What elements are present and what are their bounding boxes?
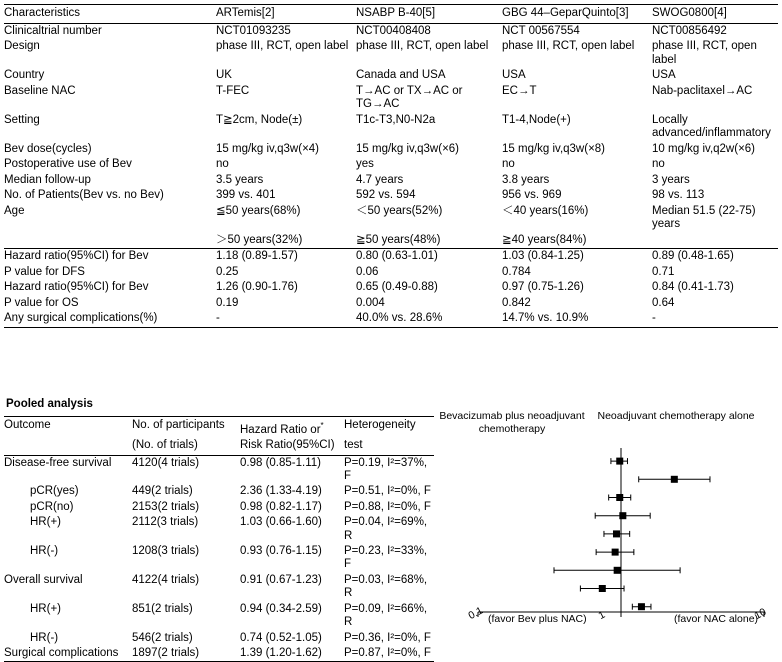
cell: 3 years xyxy=(652,173,690,186)
cell: phase III, RCT, open label xyxy=(216,40,349,52)
table-row xyxy=(4,68,778,84)
cell: P=0.51, I²=0%, F xyxy=(344,485,431,498)
pooled-analysis-table-wrap xyxy=(4,416,434,662)
cell: 0.94 (0.34-2.59) xyxy=(240,602,322,615)
row-label: Hazard ratio(95%CI) for Bev xyxy=(4,281,149,293)
cell: ≦50 years(68%) xyxy=(216,204,301,217)
cell: 4.7 years xyxy=(356,173,404,186)
cell: 0.784 xyxy=(502,265,531,278)
cell: P=0.23, I²=33%, F xyxy=(344,545,428,571)
table-row xyxy=(4,515,434,544)
cell: ＜50 years(52%) xyxy=(356,204,443,217)
table-header-row xyxy=(4,5,778,24)
cell: P=0.87, I²=0%, F xyxy=(344,646,434,662)
cell: ＞50 years(32%) xyxy=(216,233,303,246)
cell: - xyxy=(652,311,778,327)
table-row xyxy=(4,84,778,113)
cell: no xyxy=(216,158,229,170)
column-header: NSABP B-40[5] xyxy=(356,5,502,24)
table-row xyxy=(4,113,778,142)
cell: 40.0% vs. 28.6% xyxy=(356,311,502,327)
cell: EC→T xyxy=(502,84,537,97)
table-row xyxy=(4,142,778,158)
cell: Nab-paclitaxel→AC xyxy=(652,84,753,97)
row-label: No. of Patients(Bev vs. no Bev) xyxy=(4,189,164,201)
table-row xyxy=(4,500,434,515)
column-header-sub: Risk Ratio(95%CI) xyxy=(240,438,344,455)
column-header-sub: test xyxy=(344,438,434,455)
forest-header-left: Bevacizumab plus neoadjuvant chemotherapy xyxy=(439,410,585,435)
forest-plot xyxy=(436,410,780,630)
cell: 0.74 (0.52-1.05) xyxy=(240,631,322,644)
table-row xyxy=(4,311,778,327)
cell: 449(2 trials) xyxy=(132,485,193,498)
cell xyxy=(652,233,778,249)
cell: 1.26 (0.90-1.76) xyxy=(216,281,298,293)
cell: 1.03 (0.66-1.60) xyxy=(240,516,322,529)
table-row xyxy=(4,249,778,265)
forest-plot-svg xyxy=(436,448,780,628)
column-header: Hazard Ratio or* xyxy=(240,417,344,439)
table-row xyxy=(4,646,434,662)
row-label: Design xyxy=(4,40,40,52)
characteristics-table xyxy=(4,4,778,328)
table-row xyxy=(4,188,778,204)
axis-tick-label: 1 xyxy=(596,608,608,622)
table-row xyxy=(4,455,434,484)
cell: 14.7% vs. 10.9% xyxy=(502,311,652,327)
table-row xyxy=(4,39,778,68)
row-label: P value for DFS xyxy=(4,265,85,278)
cell: 15 mg/kg iv,q3w(×4) xyxy=(216,142,320,155)
row-label: HR(+) xyxy=(30,602,61,615)
row-label: Hazard ratio(95%CI) for Bev xyxy=(4,249,216,265)
cell: 2.36 (1.33-4.19) xyxy=(240,485,322,498)
row-label: pCR(yes) xyxy=(30,485,79,498)
cell: ＜40 years(16%) xyxy=(502,204,589,217)
cell: 3.8 years xyxy=(502,173,550,186)
cell: 0.842 xyxy=(502,296,531,309)
cell: 0.004 xyxy=(356,296,385,309)
cell: UK xyxy=(216,69,232,81)
cell: P=0.04, I²=69%, R xyxy=(344,516,428,542)
cell: 15 mg/kg iv,q3w(×6) xyxy=(356,142,460,155)
cell: 3.5 years xyxy=(216,173,264,186)
cell: - xyxy=(216,311,356,327)
pooled-analysis-title: Pooled analysis xyxy=(6,398,93,410)
table-header-row-2 xyxy=(4,438,434,455)
row-label: Surgical complications xyxy=(4,646,132,662)
cell: 0.97 (0.75-1.26) xyxy=(502,281,584,293)
cell: 0.84 (0.41-1.73) xyxy=(652,281,734,293)
cell: Locally advanced/inflammatory xyxy=(652,113,771,139)
row-label: Median follow-up xyxy=(4,173,91,186)
axis-tick-label: 10 xyxy=(752,605,769,622)
cell: phase III, RCT, open label xyxy=(652,40,757,66)
cell: NCT01093235 xyxy=(216,24,291,37)
row-label: Bev dose(cycles) xyxy=(4,142,92,155)
cell: P=0.09, I²=66%, R xyxy=(344,602,428,629)
column-header: SWOG0800[4] xyxy=(652,5,778,24)
row-label xyxy=(4,233,216,249)
row-label: Age xyxy=(4,204,25,217)
cell: 399 vs. 401 xyxy=(216,189,276,201)
row-label: Setting xyxy=(4,113,40,126)
column-header: No. of participants xyxy=(132,417,240,439)
cell: Canada and USA xyxy=(356,69,446,81)
cell: 0.93 (0.76-1.15) xyxy=(240,545,322,558)
row-label: Disease-free survival xyxy=(4,456,112,469)
table-row xyxy=(4,602,434,631)
cell: 4122(4 trials) xyxy=(132,573,200,586)
cell: P=0.88, I²=0%, F xyxy=(344,500,431,513)
cell: 0.06 xyxy=(356,265,379,278)
cell: P=0.36, I²=0%, F xyxy=(344,631,431,644)
cell: 1208(3 trials) xyxy=(132,545,200,558)
cell: 4120(4 trials) xyxy=(132,456,200,469)
cell: T→AC or TX→AC or TG→AC xyxy=(356,84,463,110)
pooled-analysis-table xyxy=(4,416,434,662)
cell: 0.98 (0.85-1.11) xyxy=(240,456,321,469)
table-row xyxy=(4,265,778,281)
cell: ≧50 years(48%) xyxy=(356,233,441,246)
cell: 2153(2 trials) xyxy=(132,500,200,513)
column-header: Heterogeneity xyxy=(344,417,434,439)
cell: 0.19 xyxy=(216,296,239,309)
cell: 0.71 xyxy=(652,265,675,278)
cell: 0.80 (0.63-1.01) xyxy=(356,249,502,265)
column-header: ARTemis[2] xyxy=(216,5,356,24)
cell: 15 mg/kg iv,q3w(×8) xyxy=(502,142,606,155)
row-label: Overall survival xyxy=(4,573,83,586)
row-label: Postoperative use of Bev xyxy=(4,158,132,170)
row-label: Any surgical complications(%) xyxy=(4,311,216,327)
table-row xyxy=(4,573,434,602)
table-row xyxy=(4,173,778,189)
cell: NCT00408408 xyxy=(356,24,431,37)
cell: 851(2 trials) xyxy=(132,602,193,615)
cell: 1.39 (1.20-1.62) xyxy=(240,646,344,662)
cell: NCT00856492 xyxy=(652,24,727,37)
forest-header-right: Neoadjuvant chemotherapy alone xyxy=(597,410,755,422)
row-label: HR(+) xyxy=(30,516,61,529)
cell: NCT 00567554 xyxy=(502,24,580,37)
column-header: Characteristics xyxy=(4,5,216,24)
cell: T≧2cm, Node(±) xyxy=(216,113,303,126)
column-header: Outcome xyxy=(4,417,132,439)
table-row xyxy=(4,204,778,233)
cell: 0.98 (0.82-1.17) xyxy=(240,500,322,513)
row-label: HR(-) xyxy=(30,545,59,558)
table-row xyxy=(4,484,434,499)
table-row xyxy=(4,296,778,312)
cell: T1-4,Node(+) xyxy=(502,113,571,126)
row-label: Country xyxy=(4,69,45,81)
table-row xyxy=(4,233,778,249)
row-label: P value for OS xyxy=(4,296,79,309)
cell: ≧40 years(84%) xyxy=(502,233,587,246)
cell: USA xyxy=(652,69,676,81)
cell: 0.89 (0.48-1.65) xyxy=(652,249,778,265)
table-row xyxy=(4,157,778,173)
cell: 2112(3 trials) xyxy=(132,516,199,529)
column-header: GBG 44–GeparQuinto[3] xyxy=(502,5,652,24)
cell: no xyxy=(652,158,665,170)
row-label: Baseline NAC xyxy=(4,84,76,97)
row-label: Clinicaltrial number xyxy=(4,24,102,37)
cell: no xyxy=(502,158,515,170)
cell: 546(2 trials) xyxy=(132,631,193,644)
table-header-row xyxy=(4,417,434,439)
cell: 10 mg/kg iv,q2w(×6) xyxy=(652,142,756,155)
column-header-sub: (No. of trials) xyxy=(132,438,240,455)
cell: USA xyxy=(502,69,526,81)
cell: P=0.19, I²=37%, F xyxy=(344,456,428,483)
axis-tick-label: 0.1 xyxy=(466,604,485,622)
cell: 0.65 (0.49-0.88) xyxy=(356,281,438,293)
cell: 956 vs. 969 xyxy=(502,189,562,201)
cell: T1c-T3,N0-N2a xyxy=(356,113,436,126)
cell: P=0.03, I²=68%, R xyxy=(344,573,428,600)
characteristics-table-wrap xyxy=(4,4,778,328)
cell: 0.91 (0.67-1.23) xyxy=(240,573,322,586)
table-row xyxy=(4,280,778,296)
cell: 98 vs. 113 xyxy=(652,189,705,201)
cell: yes xyxy=(356,158,374,170)
row-label: pCR(no) xyxy=(30,500,74,513)
row-label: HR(-) xyxy=(30,631,59,644)
cell: 1.03 (0.84-1.25) xyxy=(502,249,652,265)
cell: 1.18 (0.89-1.57) xyxy=(216,249,356,265)
cell: phase III, RCT, open label xyxy=(356,40,489,52)
cell: 0.25 xyxy=(216,265,239,278)
cell: 0.64 xyxy=(652,296,675,309)
table-row xyxy=(4,631,434,646)
cell: 1897(2 trials) xyxy=(132,646,240,662)
cell: T-FEC xyxy=(216,84,250,97)
axis-label-left: (favor Bev plus NAC) xyxy=(488,613,587,625)
column-header-sub xyxy=(4,438,132,455)
table-row xyxy=(4,23,778,39)
cell: phase III, RCT, open label xyxy=(502,40,635,52)
cell: 592 vs. 594 xyxy=(356,189,416,201)
axis-label-right: (favor NAC alone) xyxy=(674,613,759,625)
cell: Median 51.5 (22-75) years xyxy=(652,204,756,230)
table-row xyxy=(4,544,434,573)
